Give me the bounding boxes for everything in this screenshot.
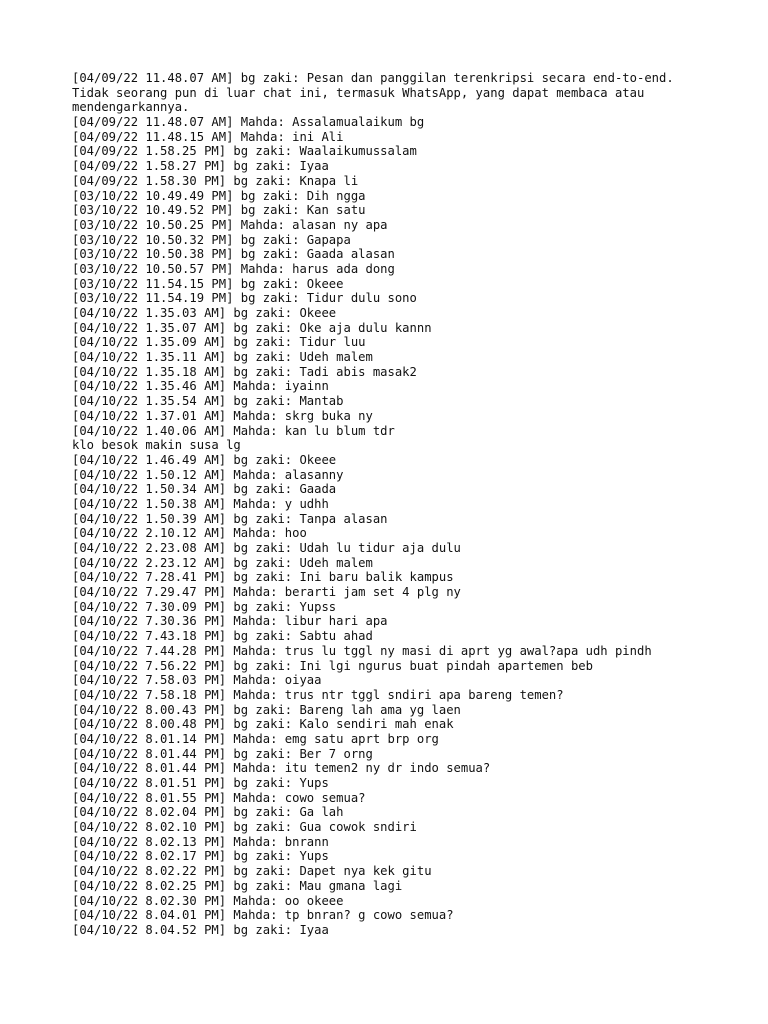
transcript-line: [04/10/22 2.10.12 AM] Mahda: hoo xyxy=(72,526,307,541)
transcript-line: [04/10/22 7.30.36 PM] Mahda: libur hari apa xyxy=(72,614,388,629)
transcript-line: [04/10/22 8.02.04 PM] bg zaki: Ga lah xyxy=(72,805,344,820)
transcript-line: mendengarkannya. xyxy=(72,100,190,115)
transcript-line: [04/10/22 1.35.18 AM] bg zaki: Tadi abis masak2 xyxy=(72,364,417,379)
transcript-line: [04/10/22 1.35.09 AM] bg zaki: Tidur luu xyxy=(72,335,366,350)
transcript-line: [04/10/22 7.29.47 PM] Mahda: berarti jam set 4 plg ny xyxy=(72,585,461,600)
transcript-line: [04/10/22 8.02.30 PM] Mahda: oo okeee xyxy=(72,893,344,908)
transcript-line: [04/10/22 2.23.08 AM] bg zaki: Udah lu tidur aja dulu xyxy=(72,541,461,555)
transcript-line: [03/10/22 11.54.19 PM] bg zaki: Tidur dulu sono xyxy=(72,291,417,306)
transcript-line: [04/10/22 8.01.44 PM] bg zaki: Ber 7 orng xyxy=(72,746,373,761)
transcript-line: [04/10/22 7.58.03 PM] Mahda: oiyaa xyxy=(72,673,322,688)
transcript-line: klo besok makin susa lg xyxy=(72,438,241,453)
transcript-line: [03/10/22 10.50.25 PM] Mahda: alasan ny apa xyxy=(72,217,388,232)
transcript-line: [04/10/22 8.01.44 PM] Mahda: itu temen2 ny dr indo semua? xyxy=(72,761,491,776)
transcript-line: [04/10/22 1.35.07 AM] bg zaki: Oke aja dulu kannn xyxy=(72,320,432,335)
transcript-line: [03/10/22 10.50.57 PM] Mahda: harus ada dong xyxy=(72,261,395,276)
transcript-line: [04/10/22 7.30.09 PM] bg zaki: Yupss xyxy=(72,599,337,614)
transcript-line: [04/09/22 1.58.27 PM] bg zaki: Iyaa xyxy=(72,159,329,174)
transcript-line: [04/10/22 1.35.03 AM] bg zaki: Okeee xyxy=(72,306,337,320)
transcript-line: [04/10/22 8.00.43 PM] bg zaki: Bareng lah ama yg laen xyxy=(72,702,461,717)
transcript-line: [04/10/22 8.00.48 PM] bg zaki: Kalo sendiri mah enak xyxy=(72,717,454,732)
transcript-line: [04/10/22 1.50.34 AM] bg zaki: Gaada xyxy=(72,482,337,497)
transcript-line: [04/10/22 8.02.22 PM] bg zaki: Dapet nya kek gitu xyxy=(72,864,432,879)
transcript-line: [04/09/22 11.48.07 AM] Mahda: Assalamualaikum bg xyxy=(72,115,425,130)
transcript-line: [04/10/22 8.04.01 PM] Mahda: tp bnran? g cowo semua? xyxy=(72,908,454,923)
transcript-line: [03/10/22 10.50.38 PM] bg zaki: Gaada alasan xyxy=(72,247,395,262)
transcript-line: [04/10/22 7.58.18 PM] Mahda: trus ntr tggl sndiri apa bareng temen? xyxy=(72,687,564,702)
transcript-line: [04/10/22 8.02.25 PM] bg zaki: Mau gmana lagi xyxy=(72,878,403,893)
transcript-line: [04/10/22 1.40.06 AM] Mahda: kan lu blum tdr xyxy=(72,423,395,438)
transcript-line: [04/10/22 1.50.39 AM] bg zaki: Tanpa alasan xyxy=(72,511,388,526)
transcript-line: [04/10/22 7.43.18 PM] bg zaki: Sabtu ahad xyxy=(72,629,373,644)
transcript-line: [04/10/22 8.02.13 PM] Mahda: bnrann xyxy=(72,834,329,849)
transcript-line: [04/09/22 11.48.07 AM] bg zaki: Pesan dan panggilan terenkripsi secara end-to-end. xyxy=(72,71,674,85)
transcript-line: [04/10/22 1.50.38 AM] Mahda: y udhh xyxy=(72,496,329,511)
transcript-line: [04/10/22 7.56.22 PM] bg zaki: Ini lgi ngurus buat pindah apartemen beb xyxy=(72,658,593,673)
transcript-line: [04/10/22 8.02.17 PM] bg zaki: Yups xyxy=(72,849,329,864)
transcript-line: [04/10/22 1.46.49 AM] bg zaki: Okeee xyxy=(72,452,337,467)
transcript-line: [04/10/22 8.01.51 PM] bg zaki: Yups xyxy=(72,776,329,790)
transcript-line: [04/10/22 7.28.41 PM] bg zaki: Ini baru balik kampus xyxy=(72,570,454,585)
transcript-line: [04/10/22 1.35.11 AM] bg zaki: Udeh malem xyxy=(72,350,373,365)
transcript-line: [04/09/22 11.48.15 AM] Mahda: ini Ali xyxy=(72,129,344,144)
transcript-line: [03/10/22 10.50.32 PM] bg zaki: Gapapa xyxy=(72,232,351,247)
transcript-line: [03/10/22 10.49.52 PM] bg zaki: Kan satu xyxy=(72,203,366,218)
transcript-line: [04/10/22 7.44.28 PM] Mahda: trus lu tggl ny masi di aprt yg awal?apa udh pindh xyxy=(72,643,652,658)
transcript-line: [04/10/22 1.37.01 AM] Mahda: skrg buka ny xyxy=(72,408,373,423)
transcript-line: [03/10/22 11.54.15 PM] bg zaki: Okeee xyxy=(72,276,344,291)
transcript-line: [04/10/22 1.35.46 AM] Mahda: iyainn xyxy=(72,379,329,394)
transcript-line: [03/10/22 10.49.49 PM] bg zaki: Dih ngga xyxy=(72,188,366,203)
transcript-line: [04/10/22 8.02.10 PM] bg zaki: Gua cowok sndiri xyxy=(72,820,417,835)
chat-transcript-page xyxy=(72,71,752,938)
transcript-line: [04/10/22 8.01.55 PM] Mahda: cowo semua? xyxy=(72,790,366,805)
transcript-line: [04/10/22 8.04.52 PM] bg zaki: Iyaa xyxy=(72,922,329,937)
transcript-line: [04/10/22 1.35.54 AM] bg zaki: Mantab xyxy=(72,394,344,409)
transcript-line: [04/09/22 1.58.25 PM] bg zaki: Waalaikumussalam xyxy=(72,144,417,159)
transcript-line: Tidak seorang pun di luar chat ini, termasuk WhatsApp, yang dapat membaca atau xyxy=(72,85,645,100)
transcript-line: [04/09/22 1.58.30 PM] bg zaki: Knapa li xyxy=(72,173,359,188)
transcript-line: [04/10/22 2.23.12 AM] bg zaki: Udeh malem xyxy=(72,555,373,570)
transcript-line: [04/10/22 1.50.12 AM] Mahda: alasanny xyxy=(72,467,344,482)
transcript-line: [04/10/22 8.01.14 PM] Mahda: emg satu aprt brp org xyxy=(72,731,439,746)
